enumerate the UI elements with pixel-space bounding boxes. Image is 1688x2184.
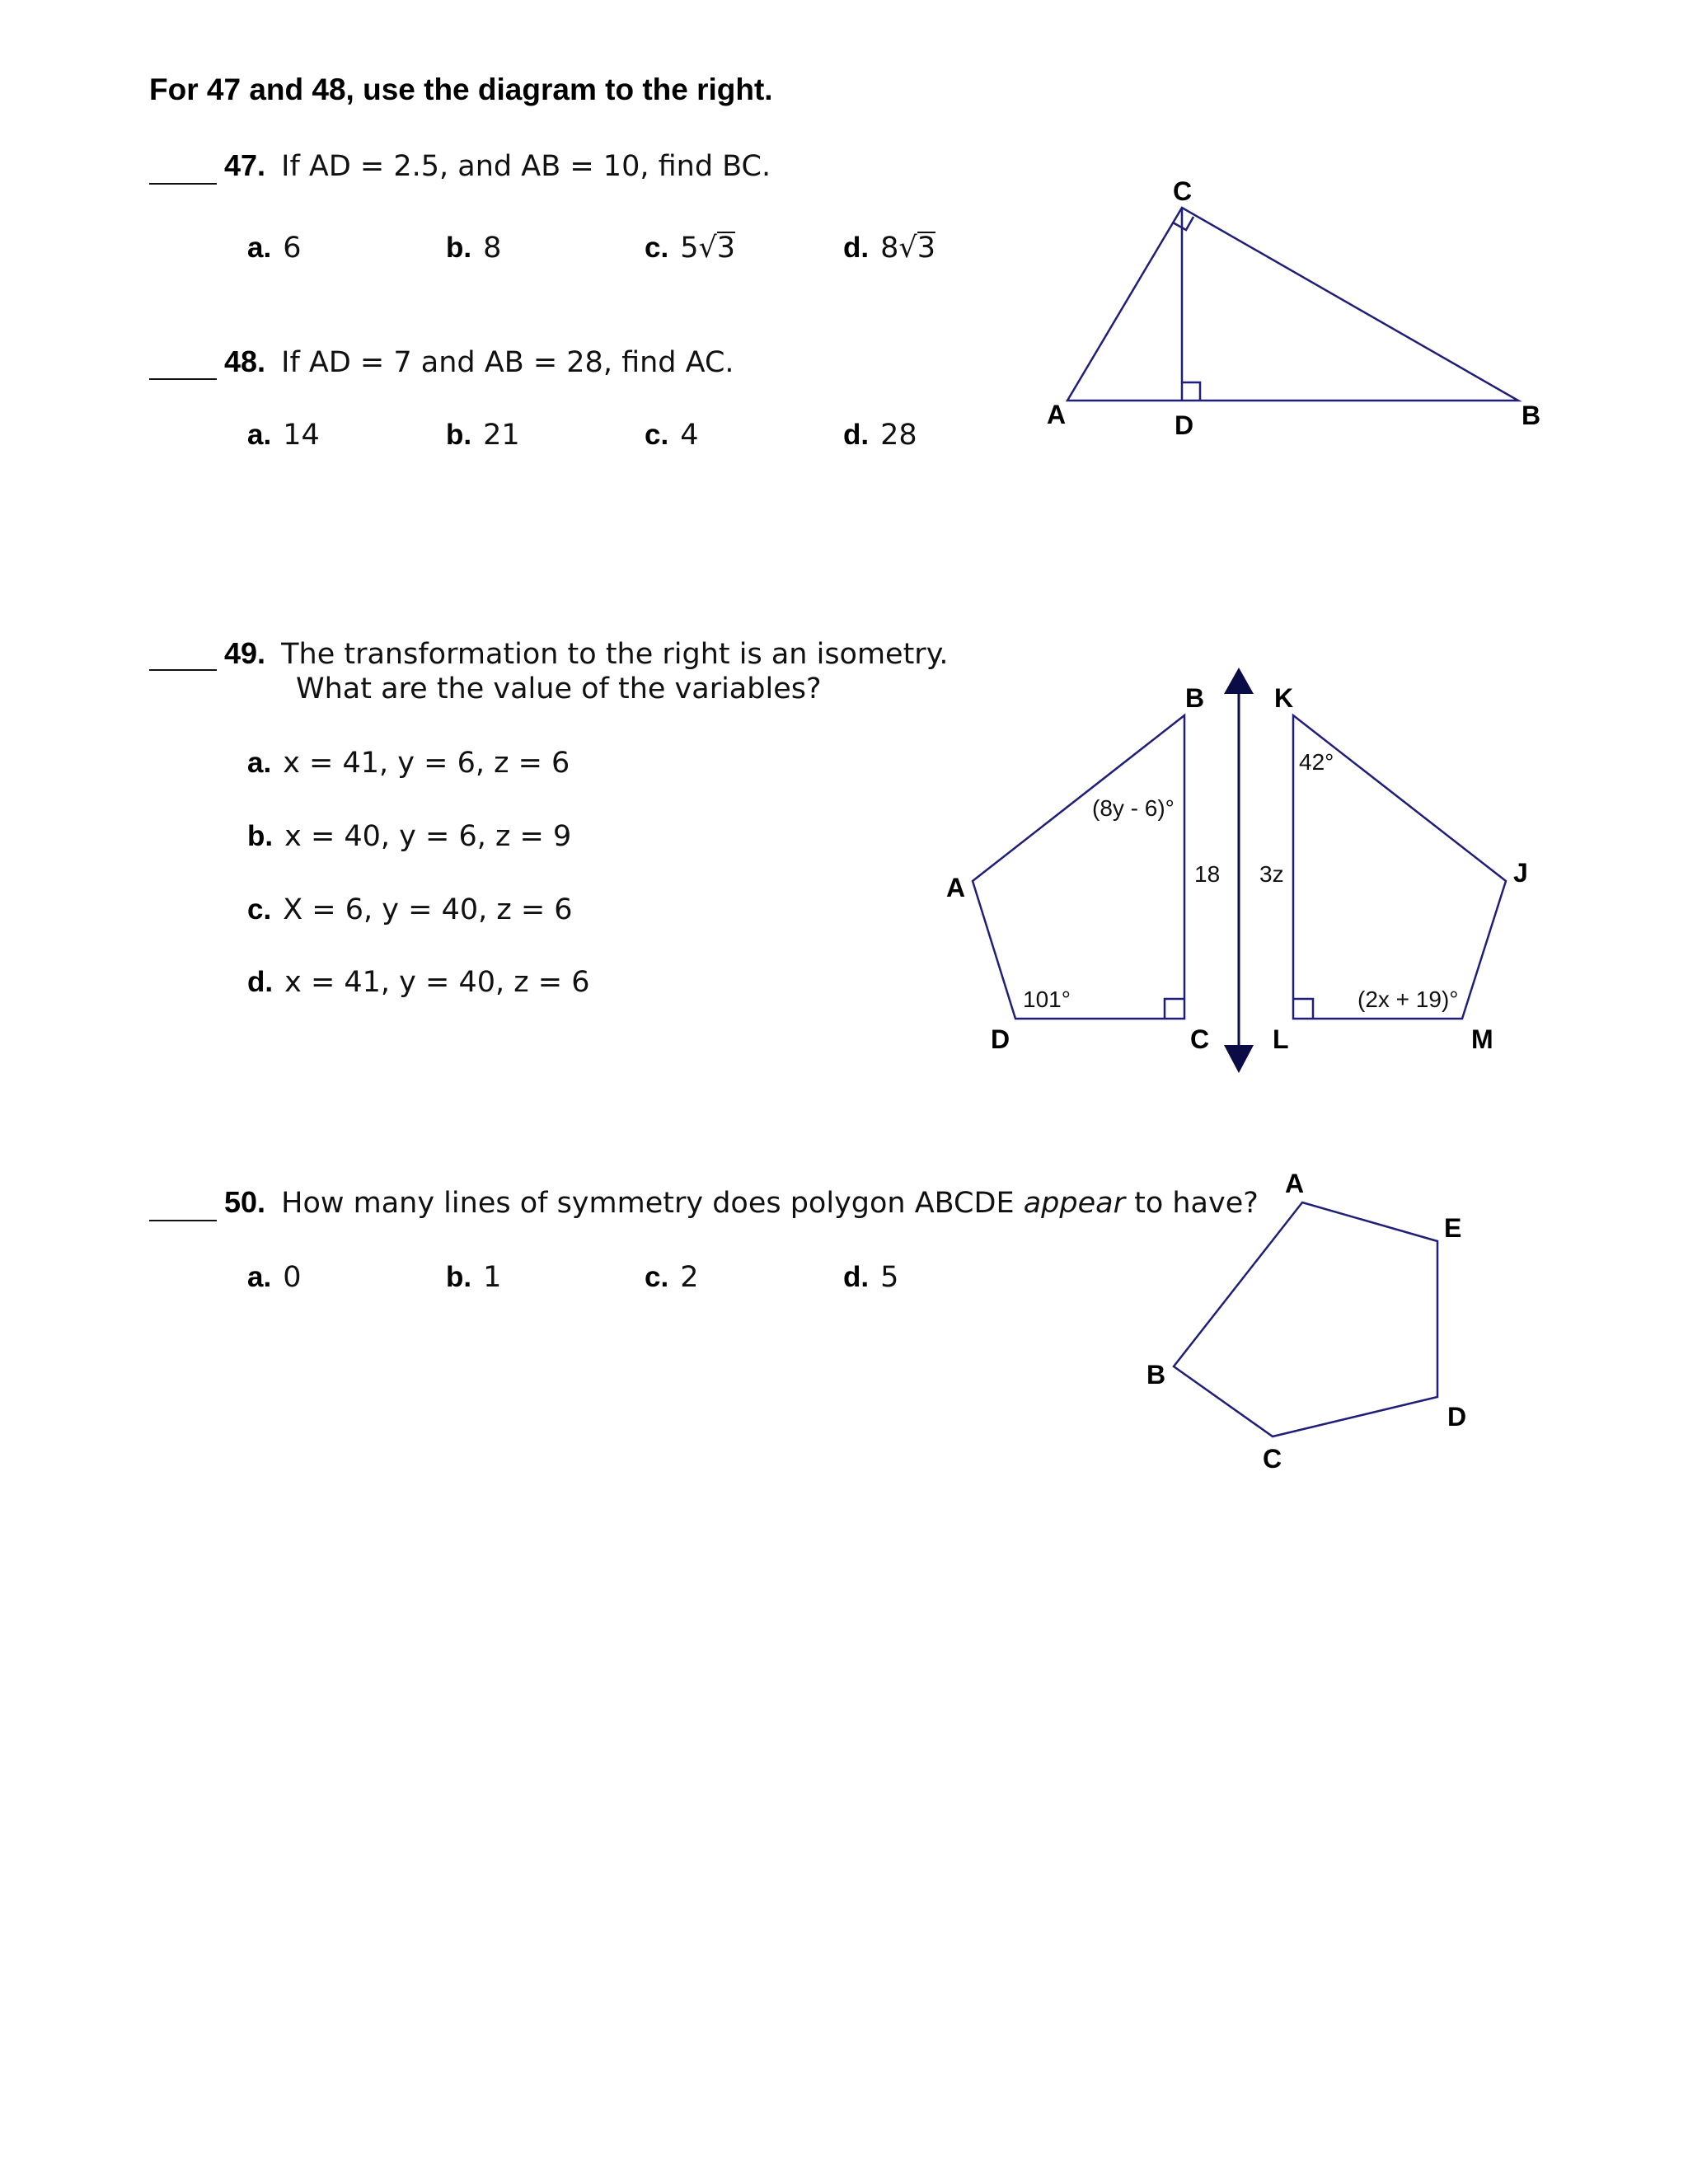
option-value: 2 <box>680 1261 699 1294</box>
arrow-up-icon <box>1224 668 1254 694</box>
vertex-label-d: D <box>991 1024 1010 1054</box>
option-value: 28 <box>880 419 917 452</box>
question-number: 48. <box>224 344 266 378</box>
option-letter: c. <box>645 1261 669 1293</box>
option-value: 21 <box>483 419 520 452</box>
angle-label-k: 42° <box>1299 749 1334 775</box>
section-instruction: For 47 and 48, use the diagram to the right. <box>149 73 773 106</box>
angle-label-d: 101° <box>1023 987 1071 1012</box>
vertex-label-a: A <box>946 873 966 902</box>
vertex-label-a: A <box>1285 1169 1305 1198</box>
right-angle-mark-c-left <box>1165 999 1184 1019</box>
option-value: x = 40, y = 6, z = 9 <box>284 820 572 853</box>
option-letter: c. <box>645 419 669 451</box>
right-angle-mark-d <box>1182 382 1200 401</box>
vertex-label-c: C <box>1173 176 1193 206</box>
question-number: 49. <box>224 636 266 670</box>
option-letter: a. <box>247 232 272 264</box>
option-value: 14 <box>283 419 320 452</box>
option-letter: c. <box>247 893 272 926</box>
vertex-label-m: M <box>1471 1024 1493 1054</box>
question-text-part: to have? <box>1124 1187 1259 1220</box>
option-value: 1 <box>483 1261 502 1294</box>
option-letter: a. <box>247 419 272 451</box>
sqrt-symbol: √3 <box>698 232 736 265</box>
option-letter: d. <box>843 1261 870 1293</box>
option-radicand: 3 <box>716 232 736 265</box>
question-text: If AD = 2.5, and AB = 10, find BC. <box>281 150 771 183</box>
option-value: x = 41, y = 6, z = 6 <box>283 747 570 780</box>
question-text: If AD = 7 and AB = 28, find AC. <box>281 346 734 379</box>
option-letter: b. <box>247 820 274 852</box>
vertex-label-d: D <box>1175 410 1194 440</box>
right-angle-mark-l-right <box>1293 999 1313 1019</box>
side-label-bc: 18 <box>1194 861 1221 887</box>
option-value: 8 <box>483 232 502 265</box>
pentagon-abcde-diagram <box>1146 1169 1466 1474</box>
option-value: 0 <box>283 1261 302 1294</box>
option-radicand: 3 <box>917 232 935 265</box>
vertex-label-a: A <box>1047 400 1067 429</box>
vertex-label-b: B <box>1185 683 1205 713</box>
option-letter: a. <box>247 1261 272 1293</box>
option-letter: b. <box>446 419 472 451</box>
question-number: 50. <box>224 1185 266 1219</box>
option-letter: c. <box>645 232 669 264</box>
option-letter: d. <box>843 232 870 264</box>
vertex-label-l: L <box>1273 1024 1289 1054</box>
question-number: 47. <box>224 148 266 182</box>
option-coefficient: 5 <box>680 232 699 265</box>
angle-label-b: (8y - 6)° <box>1092 795 1175 821</box>
vertex-label-b: B <box>1146 1360 1166 1390</box>
pentagon-abcd-left <box>973 715 1184 1019</box>
side-label-kl: 3z <box>1259 861 1284 887</box>
pentagon-abcde <box>1174 1202 1437 1436</box>
question-text-emphasis: appear <box>1023 1187 1125 1220</box>
vertex-label-b: B <box>1522 401 1541 430</box>
vertex-label-j: J <box>1513 858 1528 888</box>
option-value: 5 <box>880 1261 899 1294</box>
right-triangle-diagram <box>1067 208 1518 401</box>
triangle-abc <box>1067 208 1518 401</box>
option-value: X = 6, y = 40, z = 6 <box>283 893 573 926</box>
vertex-label-c: C <box>1263 1444 1282 1474</box>
question-text-line2: What are the value of the variables? <box>296 673 822 705</box>
option-letter: b. <box>446 1261 472 1293</box>
angle-label-m: (2x + 19)° <box>1357 987 1459 1012</box>
vertex-label-k: K <box>1274 683 1294 713</box>
option-letter: a. <box>247 747 272 779</box>
option-coefficient: 8 <box>880 232 899 265</box>
vertex-label-c: C <box>1190 1024 1210 1054</box>
arrow-down-icon <box>1224 1045 1254 1073</box>
vertex-label-e: E <box>1444 1213 1462 1243</box>
vertex-label-d: D <box>1447 1402 1467 1432</box>
option-value: 4 <box>680 419 699 452</box>
question-text-line1: The transformation to the right is an isometry. <box>281 638 949 671</box>
isometry-diagram <box>946 668 1528 1073</box>
option-value: 6 <box>283 232 302 265</box>
option-letter: d. <box>247 966 274 998</box>
option-letter: b. <box>446 232 472 264</box>
question-text-part: How many lines of symmetry does polygon ABCDE <box>281 1187 1024 1220</box>
option-value: x = 41, y = 40, z = 6 <box>284 966 590 999</box>
sqrt-symbol: √3 <box>898 232 935 265</box>
option-letter: d. <box>843 419 870 451</box>
